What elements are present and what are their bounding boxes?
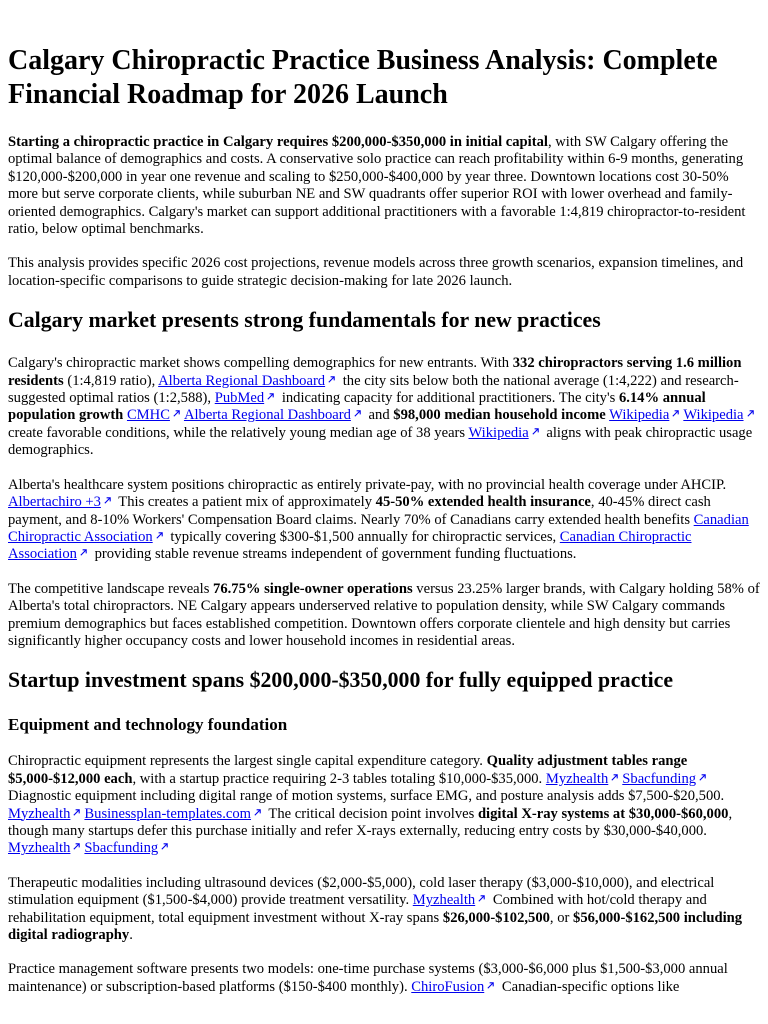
text: Diagnostic equipment including digital range of motion systems, surface EMG, and posture analysis adds $7,500-$20,500. — [8, 788, 725, 805]
source-link-alberta-regional-dashboard[interactable]: Alberta Regional Dashboard — [158, 372, 326, 389]
source-link-cmhc[interactable]: CMHC — [126, 407, 170, 424]
source-link-chirofusion[interactable]: ChiroFusion — [411, 978, 485, 995]
page-title: Calgary Chiropractic Practice Business Analysis: Complete Financial Roadmap for 2026 Launch — [8, 45, 718, 110]
text: . — [129, 927, 133, 943]
source-link-wikipedia[interactable]: Wikipedia — [468, 424, 529, 441]
source-link-sbacfunding[interactable]: Sbacfunding — [84, 840, 159, 857]
source-link-myzhealth[interactable]: Myzhealth — [8, 840, 71, 857]
text: the city sits below both the national average (1:4,222) and research-suggested optimal ratios (1:2,588), — [8, 372, 739, 407]
bold-text: 45-50% extended health insurance — [375, 494, 591, 511]
source-link-businessplan-templates[interactable]: Businessplan-templates.com — [84, 805, 252, 822]
text: The competitive landscape reveals — [8, 580, 214, 597]
source-link-myzhealth[interactable]: Myzhealth — [8, 805, 71, 822]
intro-paragraph-2: This analysis provides specific 2026 cost projections, revenue models across three growth scenarios, expansion timelines, and location-specific comparisons to guide strategic decision-making for late 2026 launch. — [8, 255, 744, 289]
external-link-icon — [531, 427, 540, 436]
text: Combined with hot/cold therapy and rehabilitation equipment, total equipment investment without X-ray spans — [8, 892, 707, 926]
external-link-icon — [72, 842, 81, 851]
bold-text: 6.14% annual population growth — [8, 390, 706, 424]
source-link-sbacfunding[interactable]: Sbacfunding — [622, 770, 697, 787]
section-heading-market: Calgary market presents strong fundamentals for new practices — [8, 308, 601, 333]
bold-text: $98,000 median household income — [393, 407, 606, 424]
section-heading-startup-investment: Startup investment spans $200,000-$350,000 for fully equipped practice — [8, 668, 674, 693]
external-link-icon — [486, 981, 495, 990]
external-link-icon — [72, 808, 81, 817]
text: versus 23.25% larger brands, with Calgary holding 58% of Alberta's total chiropractors. NE Calgary appears underserved relative to population density, while SW Calgary commands premium demographics but faces established competition. Downtown offers corporate clientele and high density but carries significantly higher occupancy costs and lower household incomes in residential areas. — [8, 580, 760, 649]
external-link-icon — [746, 409, 755, 418]
source-link-myzhealth[interactable]: Myzhealth — [412, 892, 476, 909]
intro-paragraph-1 — [8, 134, 760, 238]
market-paragraph-3 — [8, 581, 760, 651]
intro-text: , with SW Calgary offering the optimal balance of demographics and costs. A conservative solo practice can reach profitability within 6-9 months, generating $120,000-$200,000 in year one revenue and scaling to $250,000-$400,000 by year three. Downtown locations cost 30-50% more but serve corporate clients, while suburban NE and SW quadrants offer superior ROI with lower overhead and family-oriented demographics. Calgary's market can support additional practitioners with a favorable 1:4,819 chiropractor-to-resident ratio, below optimal benchmarks. — [8, 134, 746, 238]
bold-text: 332 chiropractors serving 1.6 million residents — [8, 355, 742, 389]
external-link-icon — [266, 392, 275, 401]
equipment-paragraph-1 — [8, 753, 760, 857]
text: Calgary's chiropractic market shows compelling demographics for new entrants. With — [8, 355, 513, 372]
external-link-icon — [253, 808, 262, 817]
bold-text: 76.75% single-owner operations — [213, 580, 413, 597]
text: indicating capacity for additional practitioners. The city's — [278, 390, 619, 407]
text: aligns with peak chiropractic usage demographics. — [8, 424, 753, 459]
text: (1:4,819 ratio), — [63, 372, 159, 389]
external-link-icon — [671, 409, 680, 418]
external-link-icon — [477, 894, 486, 903]
source-link-albertachiro[interactable]: Albertachiro +3 — [8, 494, 101, 511]
subheading-equipment: Equipment and technology foundation — [8, 715, 288, 735]
text: Canadian-specific options like — [498, 978, 680, 995]
text: , 40-45% direct cash payment, and 8-10% Workers' Compensation Board claims. Nearly 70% of Canadians carry extended health benefits — [8, 494, 711, 528]
text: The critical decision point involves — [265, 805, 478, 822]
external-link-icon — [610, 773, 619, 782]
text: Therapeutic modalities including ultrasound devices ($2,000-$5,000), cold laser therapy ($3,000-$10,000), and electrical stimulation equipment ($1,500-$4,000) provide treatment versatility. — [8, 874, 715, 909]
external-link-icon — [103, 496, 112, 505]
equipment-paragraph-3 — [8, 961, 760, 996]
source-link-canadian-chiropractic-association[interactable]: Canadian Chiropractic Association — [8, 528, 692, 563]
bold-text: $56,000-$162,500 including digital radiography — [8, 909, 743, 943]
text: Practice management software presents two models: one-time purchase systems ($3,000-$6,000 plus $1,500-$3,000 annual maintenance) or subscription-based platforms ($150-$400 monthly). — [8, 961, 728, 995]
source-link-alberta-regional-dashboard[interactable]: Alberta Regional Dashboard — [183, 407, 351, 424]
text: Alberta's healthcare system positions chiropractic as entirely private-pay, with no provincial health coverage under AHCIP. — [8, 476, 727, 493]
text: This creates a patient mix of approximately — [114, 494, 376, 511]
external-link-icon — [160, 842, 169, 851]
text: , or — [549, 909, 574, 926]
text: Chiropractic equipment represents the largest single capital expenditure category. — [8, 753, 487, 770]
external-link-icon — [79, 548, 88, 557]
text: and — [364, 407, 394, 424]
source-link-wikipedia[interactable]: Wikipedia — [683, 407, 744, 424]
text: typically covering $300-$1,500 annually for chiropractic services, — [166, 528, 560, 545]
market-paragraph-1 — [8, 355, 760, 459]
source-link-wikipedia[interactable]: Wikipedia — [609, 407, 670, 424]
external-link-icon — [327, 375, 336, 384]
text: , though many startups defer this purchase initially and refer X-rays externally, reducing entry costs by $30,000-$40,000. — [8, 805, 733, 839]
intro-bold: Starting a chiropractic practice in Calgary requires $200,000-$350,000 in initial capital — [8, 134, 548, 150]
text: , with a startup practice requiring 2-3 tables totaling $10,000-$35,000. — [132, 770, 546, 787]
bold-text: $26,000-$102,500 — [442, 909, 550, 926]
source-link-canadian-chiropractic-association[interactable]: Canadian Chiropractic Association — [8, 511, 749, 545]
source-link-pubmed[interactable]: PubMed — [214, 390, 265, 407]
external-link-icon — [172, 409, 181, 418]
bold-text: Quality adjustment tables range $5,000-$12,000 each — [8, 753, 688, 787]
external-link-icon — [353, 409, 362, 418]
text: providing stable revenue streams independent of government funding fluctuations. — [90, 546, 577, 563]
external-link-icon — [155, 531, 164, 540]
bold-text: digital X-ray systems at $30,000-$60,000 — [477, 805, 729, 822]
market-paragraph-2 — [8, 477, 760, 564]
external-link-icon — [698, 773, 707, 782]
equipment-paragraph-2 — [8, 875, 760, 945]
text: create favorable conditions, while the relatively young median age of 38 years — [8, 424, 469, 441]
source-link-myzhealth[interactable]: Myzhealth — [545, 770, 609, 787]
